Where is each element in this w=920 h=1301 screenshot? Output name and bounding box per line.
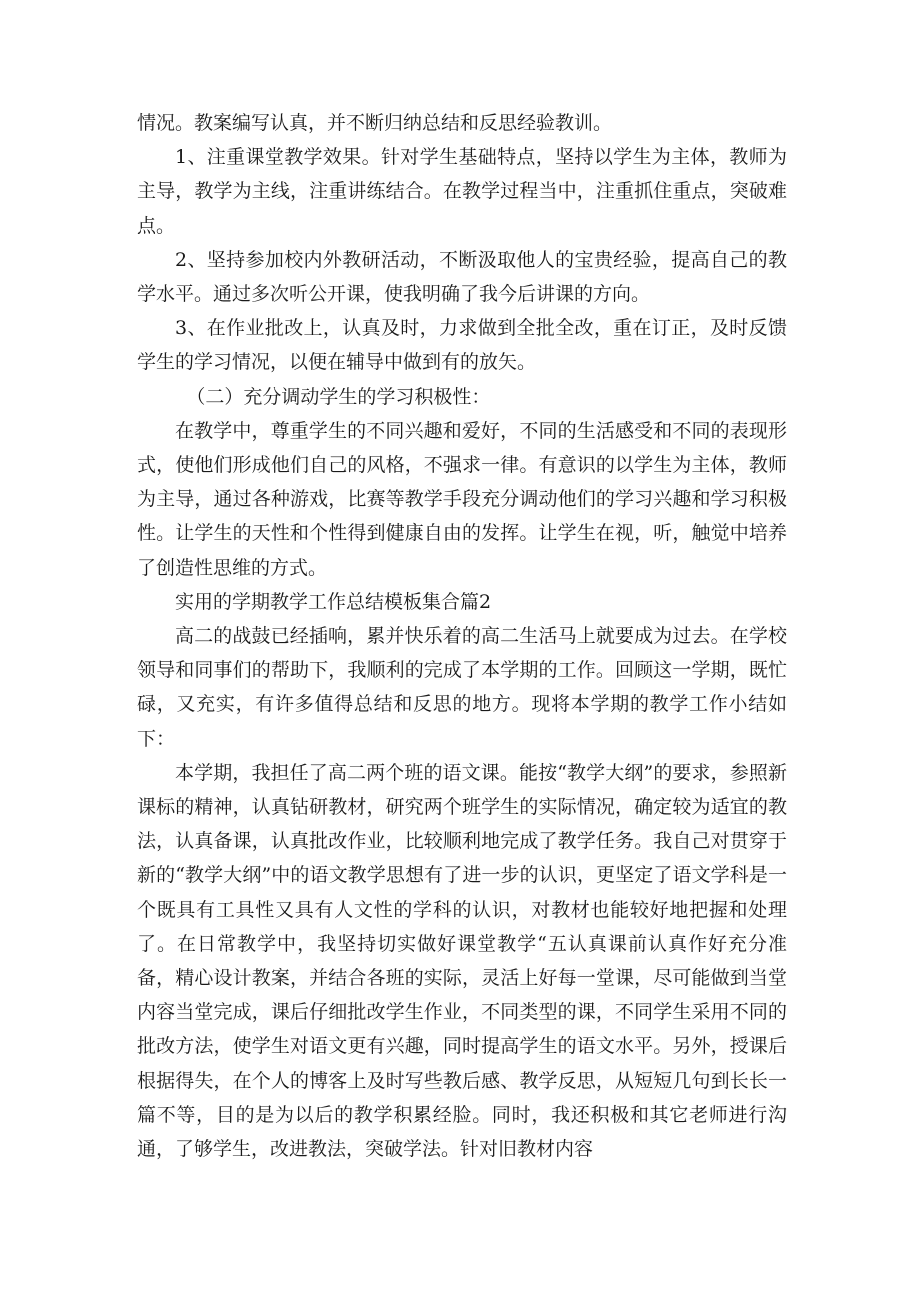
article-title: 实用的学期教学工作总结模板集合篇2 [175, 590, 492, 613]
paragraph-7: 本学期，我担任了高二两个班的语文课。能按“教学大纲”的要求，参照新课标的精神，认真钻研教材，研究两个班学生的实际情况，确定较为适宜的教法，认真备课，认真批改作业，比较顺利地完成了教学任务。我自己对贯穿于新的“教学大纲”中的语文教学思想有了进一步的认识，更坚定了语文学科是一个既具有工具性又具有人文性的学科的认识，对教材也能较好地把握和处理了。在日常教学中，我坚持切实做好课堂教学“五认真课前认真作好充分准备，精心设计教案，并结合各班的实际，灵活上好每一堂课，尽可能做到当堂内容当堂完成，课后仔细批改学生作业，不同类型的课，不同学生采用不同的批改方法，使学生对语文更有兴趣，同时提高学生的语文水平。另外，授课后根据得失，在个人的博客上及时写些教后感、教学反思，从短短几句到长长一篇不等，目的是为以后的教学积累经脸。同时，我还积极和其它老师进行沟通，了够学生，改进教法，突破学法。针对旧教材内容 [137, 761, 787, 1161]
paragraph-1: 情况。教案编写认真，并不断归纳总结和反思经验教训。 [137, 112, 613, 134]
section-heading: （二）充分调动学生的学习积极性： [186, 385, 491, 408]
document-page [137, 106, 787, 1166]
paragraph-2: 1、注重课堂教学效果。针对学生基础特点，坚持以学生为主体，教师为主导，教学为主线，注重讲练结合。在教学过程当中，注重抓住重点，突破难点。 [137, 146, 787, 237]
paragraph-4: 3、在作业批改上，认真及时，力求做到全批全改，重在订正，及时反馈学生的学习情况，以便在辅导中做到有的放矢。 [137, 317, 787, 374]
paragraph-3: 2、坚持参加校内外教研活动，不断汲取他人的宝贵经验，提高自己的教学水平。通过多次听公开课，使我明确了我今后讲课的方向。 [137, 248, 787, 306]
paragraph-5: 在教学中，尊重学生的不同兴趣和爱好，不同的生活感受和不同的表现形式，使他们形成他们自己的风格，不强求一律。有意识的以学生为主体，教师为主导，通过各种游戏，比赛等教学手段充分调动他们的学习兴趣和学习积极性。让学生的天性和个性得到健康自由的发挥。让学生在视，听，触觉中培养了创造性思维的方式。 [137, 419, 787, 579]
paragraph-6: 高二的战鼓已经插响，累并快乐着的高二生活马上就要成为过去。在学校领导和同事们的帮助下，我顺利的完成了本学期的工作。回顾这一学期，既忙碌，又充实，有许多值得总结和反思的地方。现将本学期的教学工作小结如下： [137, 625, 787, 750]
